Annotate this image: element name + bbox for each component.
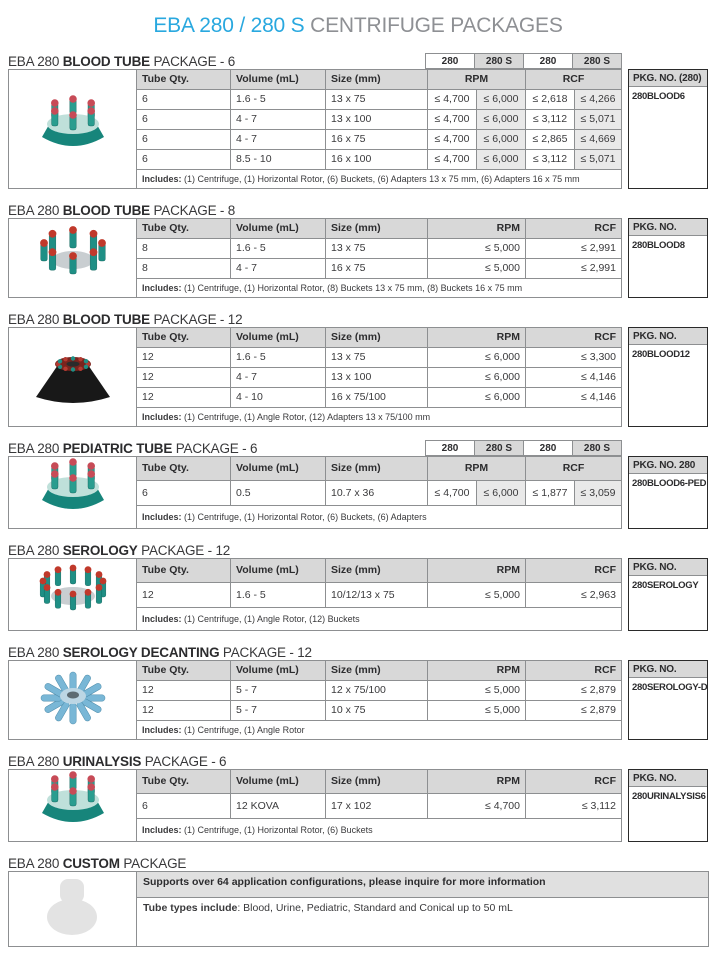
section-title (8, 312, 242, 327)
product-image (9, 457, 137, 529)
cell-rcf-280s: ≤ 4,669 (575, 130, 622, 150)
section-title-prefix: EBA 280 (8, 54, 63, 69)
product-photo-teal-horizontal-rotor (20, 458, 126, 522)
col-header-volume: Volume (mL) (231, 559, 326, 583)
cell-volume: 4 - 7 (231, 259, 326, 279)
section-blood-tube-12 (8, 308, 708, 427)
section-title-suffix: PACKAGE - 12 (219, 645, 312, 660)
pkg-number-box (628, 769, 708, 842)
spec-header-row (9, 70, 622, 90)
section-blood-tube-6 (8, 50, 708, 189)
col-header-tube-qty: Tube Qty. (137, 770, 231, 794)
cell-rpm-280s: ≤ 6,000 (477, 90, 526, 110)
includes-label: Includes: (142, 174, 182, 184)
cell-size: 13 x 100 (326, 110, 428, 130)
col-header-size: Size (mm) (326, 328, 428, 348)
pkg-number-box (628, 456, 708, 529)
cell-rpm: ≤ 5,000 (428, 701, 526, 721)
model-variant-cell: 280 S (573, 441, 622, 456)
spec-table (8, 769, 622, 842)
section-title (8, 203, 235, 218)
product-photo-teal-horizontal-rotor (20, 771, 126, 835)
col-header-volume: Volume (mL) (231, 661, 326, 681)
includes-label: Includes: (142, 511, 182, 522)
section-title (8, 543, 230, 558)
section-heading-row (8, 437, 708, 456)
model-variant-cell: 280 (426, 54, 475, 69)
cell-volume: 0.5 (231, 481, 326, 505)
pkg-number-label: PKG. NO. (629, 328, 707, 345)
col-header-tube-qty: Tube Qty. (137, 661, 231, 681)
model-variant-cell: 280 S (573, 54, 622, 69)
cell-rcf: ≤ 3,112 (526, 794, 622, 818)
cell-volume: 5 - 7 (231, 681, 326, 701)
pkg-number-label: PKG. NO. (629, 770, 707, 787)
pkg-number-value: 280SEROLOGY-D (632, 682, 708, 693)
cell-volume: 4 - 7 (231, 110, 326, 130)
col-header-rcf: RCF (526, 328, 622, 348)
cell-tube-qty: 8 (137, 259, 231, 279)
col-header-size: Size (mm) (326, 770, 428, 794)
col-header-rcf: RCF (526, 70, 622, 90)
model-variant-cell: 280 (426, 441, 475, 456)
section-title (8, 754, 226, 769)
pkg-number-value: 280BLOOD6 (632, 91, 685, 102)
cell-rpm: ≤ 5,000 (428, 681, 526, 701)
cell-rpm-280s: ≤ 6,000 (477, 110, 526, 130)
section-title-bold: SEROLOGY DECANTING (62, 645, 220, 660)
section-title-bold: BLOOD TUBE (62, 312, 150, 327)
cell-rcf: ≤ 2,991 (526, 239, 622, 259)
cell-tube-qty: 12 (137, 388, 231, 408)
cell-size: 16 x 75 (326, 259, 428, 279)
cell-rcf-280s: ≤ 4,266 (575, 90, 622, 110)
section-title-prefix: EBA 280 (8, 312, 63, 327)
section-heading-row (8, 641, 708, 660)
cell-rcf-280s: ≤ 5,071 (575, 110, 622, 130)
col-header-tube-qty: Tube Qty. (137, 559, 231, 583)
cell-tube-qty: 12 (137, 701, 231, 721)
model-variant-row (426, 54, 622, 69)
cell-rcf: ≤ 2,963 (526, 583, 622, 607)
section-title-suffix: PACKAGE - 6 (149, 54, 236, 69)
cell-size: 12 x 75/100 (326, 681, 428, 701)
cell-rpm: ≤ 4,700 (428, 794, 526, 818)
col-header-tube-qty: Tube Qty. (137, 328, 231, 348)
cell-rpm-280: ≤ 4,700 (428, 130, 477, 150)
cell-volume: 1.6 - 5 (231, 583, 326, 607)
cell-volume: 4 - 10 (231, 388, 326, 408)
cell-volume: 5 - 7 (231, 701, 326, 721)
cell-volume: 1.6 - 5 (231, 348, 326, 368)
cell-rcf: ≤ 2,879 (526, 681, 622, 701)
col-header-volume: Volume (mL) (231, 70, 326, 90)
pkg-number-label: PKG. NO. (280) (629, 70, 707, 87)
col-header-rpm: RPM (428, 70, 526, 90)
cell-rcf: ≤ 4,146 (526, 368, 622, 388)
includes-label: Includes: (142, 283, 182, 293)
pkg-number-box (628, 218, 708, 298)
section-title-suffix: PACKAGE - 8 (149, 203, 236, 218)
product-image (9, 559, 137, 631)
custom-support-text: Supports over 64 application configurations, please inquire for more information (137, 872, 709, 898)
section-title-bold: SEROLOGY (62, 543, 138, 558)
section-body (8, 660, 708, 740)
cell-rcf-280s: ≤ 5,071 (575, 150, 622, 170)
pkg-number-label: PKG. NO. (629, 661, 707, 678)
section-body (8, 327, 708, 427)
page-title-model: EBA 280 / 280 S (153, 14, 305, 37)
section-title (8, 856, 186, 871)
cell-size: 13 x 75 (326, 239, 428, 259)
section-body (8, 769, 708, 842)
cell-rcf-280: ≤ 2,865 (526, 130, 575, 150)
section-title-prefix: EBA 280 (8, 754, 63, 769)
section-heading-row (8, 750, 708, 769)
col-header-rcf: RCF (526, 770, 622, 794)
cell-rpm: ≤ 6,000 (428, 368, 526, 388)
col-header-volume: Volume (mL) (231, 457, 326, 481)
product-photo-black-angle-rotor (20, 343, 126, 407)
includes-text: Includes: (1) Centrifuge, (1) Angle Rotor (137, 721, 622, 740)
cell-size: 16 x 75/100 (326, 388, 428, 408)
section-title (8, 441, 257, 456)
col-header-rpm: RPM (428, 559, 526, 583)
product-image (9, 328, 137, 427)
cell-size: 17 x 102 (326, 794, 428, 818)
section-heading-row (8, 199, 708, 218)
cell-tube-qty: 6 (137, 110, 231, 130)
spec-table (8, 218, 622, 298)
section-title-suffix: PACKAGE - 6 (141, 754, 227, 769)
section-heading-row (8, 50, 708, 69)
section-title-bold: CUSTOM (62, 856, 120, 871)
col-header-tube-qty: Tube Qty. (137, 70, 231, 90)
col-header-rpm: RPM (428, 661, 526, 681)
spec-table (8, 660, 622, 740)
model-variant-header (425, 440, 622, 456)
page-title-rest: CENTRIFUGE PACKAGES (304, 14, 563, 37)
cell-rpm-280: ≤ 4,700 (428, 110, 477, 130)
section-body (8, 218, 708, 298)
model-variant-cell: 280 S (475, 441, 524, 456)
spec-header-row (9, 661, 622, 681)
section-heading-row (8, 539, 708, 558)
cell-volume: 4 - 7 (231, 130, 326, 150)
custom-package-table (8, 871, 709, 947)
cell-volume: 12 KOVA (231, 794, 326, 818)
cell-rpm: ≤ 5,000 (428, 583, 526, 607)
product-photo-ring-rotor-12 (20, 560, 126, 624)
product-image (9, 70, 137, 189)
cell-rpm: ≤ 6,000 (428, 348, 526, 368)
pkg-number-label: PKG. NO. (629, 219, 707, 236)
cell-size: 13 x 100 (326, 368, 428, 388)
col-header-tube-qty: Tube Qty. (137, 219, 231, 239)
custom-tube-types-text: Tube types include: Blood, Urine, Pediatric, Standard and Conical up to 50 mL (137, 898, 709, 947)
includes-text: Includes: (1) Centrifuge, (1) Horizontal Rotor, (6) Buckets (137, 818, 622, 841)
cell-tube-qty: 12 (137, 348, 231, 368)
product-photo-gray-silhouette (20, 875, 126, 939)
model-variant-header (425, 53, 622, 69)
spec-table (8, 456, 622, 529)
product-photo-blue-decant-rotor (20, 666, 126, 730)
includes-text: Includes: (1) Centrifuge, (1) Angle Rotor, (12) Buckets (137, 607, 622, 630)
cell-tube-qty: 8 (137, 239, 231, 259)
cell-tube-qty: 12 (137, 368, 231, 388)
col-header-size: Size (mm) (326, 661, 428, 681)
model-variant-row (426, 441, 622, 456)
col-header-rpm: RPM (428, 328, 526, 348)
cell-tube-qty: 6 (137, 794, 231, 818)
cell-rpm: ≤ 5,000 (428, 259, 526, 279)
cell-rcf: ≤ 3,300 (526, 348, 622, 368)
pkg-number-value: 280URINALYSIS6 (632, 791, 706, 802)
col-header-size: Size (mm) (326, 70, 428, 90)
cell-tube-qty: 6 (137, 481, 231, 505)
page-title (8, 14, 708, 38)
cell-rcf-280: ≤ 3,112 (526, 150, 575, 170)
product-image (9, 661, 137, 740)
spec-header-row (9, 559, 622, 583)
includes-text: Includes: (1) Centrifuge, (1) Horizontal Rotor, (6) Buckets, (6) Adapters 13 x 75 mm, (6) Adapters 16 x 75 mm (137, 170, 622, 189)
product-photo-ring-rotor-8 (20, 224, 126, 288)
product-image (9, 219, 137, 298)
product-image (9, 770, 137, 842)
section-title (8, 645, 312, 660)
includes-label: Includes: (142, 412, 182, 422)
spec-header-row (9, 770, 622, 794)
pkg-number-box (628, 327, 708, 427)
section-title-prefix: EBA 280 (8, 203, 63, 218)
cell-rcf-280: ≤ 1,877 (526, 481, 575, 505)
cell-size: 10/12/13 x 75 (326, 583, 428, 607)
section-serology-12 (8, 539, 708, 631)
includes-text: Includes: (1) Centrifuge, (1) Horizontal Rotor, (8) Buckets 13 x 75 mm, (8) Buckets 16 x 75 mm (137, 279, 622, 298)
col-header-rpm: RPM (428, 770, 526, 794)
cell-volume: 1.6 - 5 (231, 239, 326, 259)
cell-rpm-280: ≤ 4,700 (428, 150, 477, 170)
col-header-size: Size (mm) (326, 457, 428, 481)
section-title (8, 54, 235, 69)
spec-header-row (9, 328, 622, 348)
cell-size: 16 x 75 (326, 130, 428, 150)
includes-text: Includes: (1) Centrifuge, (1) Angle Rotor, (12) Adapters 13 x 75/100 mm (137, 408, 622, 427)
col-header-rcf: RCF (526, 457, 622, 481)
model-variant-cell: 280 (524, 441, 573, 456)
cell-tube-qty: 12 (137, 583, 231, 607)
col-header-size: Size (mm) (326, 219, 428, 239)
col-header-rpm: RPM (428, 457, 526, 481)
section-blood-tube-8 (8, 199, 708, 298)
cell-rcf: ≤ 2,879 (526, 701, 622, 721)
cell-volume: 8.5 - 10 (231, 150, 326, 170)
section-title-bold: PEDIATRIC TUBE (62, 441, 173, 456)
cell-size: 13 x 75 (326, 348, 428, 368)
model-variant-cell: 280 (524, 54, 573, 69)
section-title-prefix: EBA 280 (8, 856, 63, 871)
cell-rcf-280: ≤ 2,618 (526, 90, 575, 110)
model-variant-cell: 280 S (475, 54, 524, 69)
section-title-prefix: EBA 280 (8, 645, 63, 660)
pkg-number-value: 280SEROLOGY (632, 580, 699, 591)
pkg-number-box (628, 69, 708, 189)
cell-tube-qty: 6 (137, 130, 231, 150)
cell-rpm-280s: ≤ 6,000 (477, 130, 526, 150)
pkg-number-value: 280BLOOD12 (632, 349, 690, 360)
section-title-suffix: PACKAGE - 12 (137, 543, 231, 558)
pkg-number-label: PKG. NO. (629, 559, 707, 576)
pkg-number-box (628, 558, 708, 631)
cell-size: 10 x 75 (326, 701, 428, 721)
section-heading-row (8, 852, 708, 871)
section-title-bold: BLOOD TUBE (62, 54, 150, 69)
cell-tube-qty: 6 (137, 90, 231, 110)
includes-label: Includes: (142, 613, 182, 624)
section-title-prefix: EBA 280 (8, 543, 63, 558)
col-header-rcf: RCF (526, 661, 622, 681)
cell-rpm-280: ≤ 4,700 (428, 481, 477, 505)
cell-rpm-280s: ≤ 6,000 (477, 150, 526, 170)
custom-tube-types-label: Tube types include (143, 902, 238, 914)
cell-rcf: ≤ 2,991 (526, 259, 622, 279)
col-header-size: Size (mm) (326, 559, 428, 583)
section-pediatric-tube-6 (8, 437, 708, 529)
cell-rcf-280s: ≤ 3,059 (575, 481, 622, 505)
cell-rpm-280: ≤ 4,700 (428, 90, 477, 110)
section-custom (8, 852, 708, 947)
col-header-tube-qty: Tube Qty. (137, 457, 231, 481)
section-urinalysis-6 (8, 750, 708, 842)
col-header-rcf: RCF (526, 559, 622, 583)
package-sections (8, 50, 708, 947)
section-serology-decanting-12 (8, 641, 708, 740)
product-photo-teal-horizontal-rotor (20, 95, 126, 159)
cell-size: 10.7 x 36 (326, 481, 428, 505)
spec-header-row (9, 457, 622, 481)
spec-table (8, 327, 622, 427)
cell-volume: 1.6 - 5 (231, 90, 326, 110)
cell-rpm: ≤ 5,000 (428, 239, 526, 259)
includes-label: Includes: (142, 824, 182, 835)
pkg-number-box (628, 660, 708, 740)
pkg-number-value: 280BLOOD6-PED (632, 478, 707, 489)
section-title-bold: URINALYSIS (62, 754, 142, 769)
custom-row-1 (9, 872, 709, 898)
col-header-rpm: RPM (428, 219, 526, 239)
col-header-volume: Volume (mL) (231, 328, 326, 348)
spec-table (8, 558, 622, 631)
product-image (9, 872, 137, 947)
spec-table (8, 69, 622, 189)
col-header-volume: Volume (mL) (231, 770, 326, 794)
cell-tube-qty: 6 (137, 150, 231, 170)
cell-rpm-280s: ≤ 6,000 (477, 481, 526, 505)
cell-size: 16 x 100 (326, 150, 428, 170)
section-title-prefix: EBA 280 (8, 441, 63, 456)
spec-header-row (9, 219, 622, 239)
cell-rpm: ≤ 6,000 (428, 388, 526, 408)
section-title-bold: BLOOD TUBE (62, 203, 150, 218)
section-title-suffix: PACKAGE (119, 856, 187, 871)
cell-tube-qty: 12 (137, 681, 231, 701)
pkg-number-label: PKG. NO. 280 (629, 457, 707, 474)
includes-text: Includes: (1) Centrifuge, (1) Horizontal Rotor, (6) Buckets, (6) Adapters (137, 505, 622, 528)
section-body (8, 69, 708, 189)
section-body (8, 558, 708, 631)
col-header-volume: Volume (mL) (231, 219, 326, 239)
cell-volume: 4 - 7 (231, 368, 326, 388)
section-title-suffix: PACKAGE - 6 (172, 441, 258, 456)
cell-rcf: ≤ 4,146 (526, 388, 622, 408)
cell-rcf-280: ≤ 3,112 (526, 110, 575, 130)
section-body (8, 456, 708, 529)
pkg-number-value: 280BLOOD8 (632, 240, 685, 251)
col-header-rcf: RCF (526, 219, 622, 239)
section-title-suffix: PACKAGE - 12 (149, 312, 243, 327)
includes-label: Includes: (142, 725, 182, 735)
cell-size: 13 x 75 (326, 90, 428, 110)
section-heading-row (8, 308, 708, 327)
